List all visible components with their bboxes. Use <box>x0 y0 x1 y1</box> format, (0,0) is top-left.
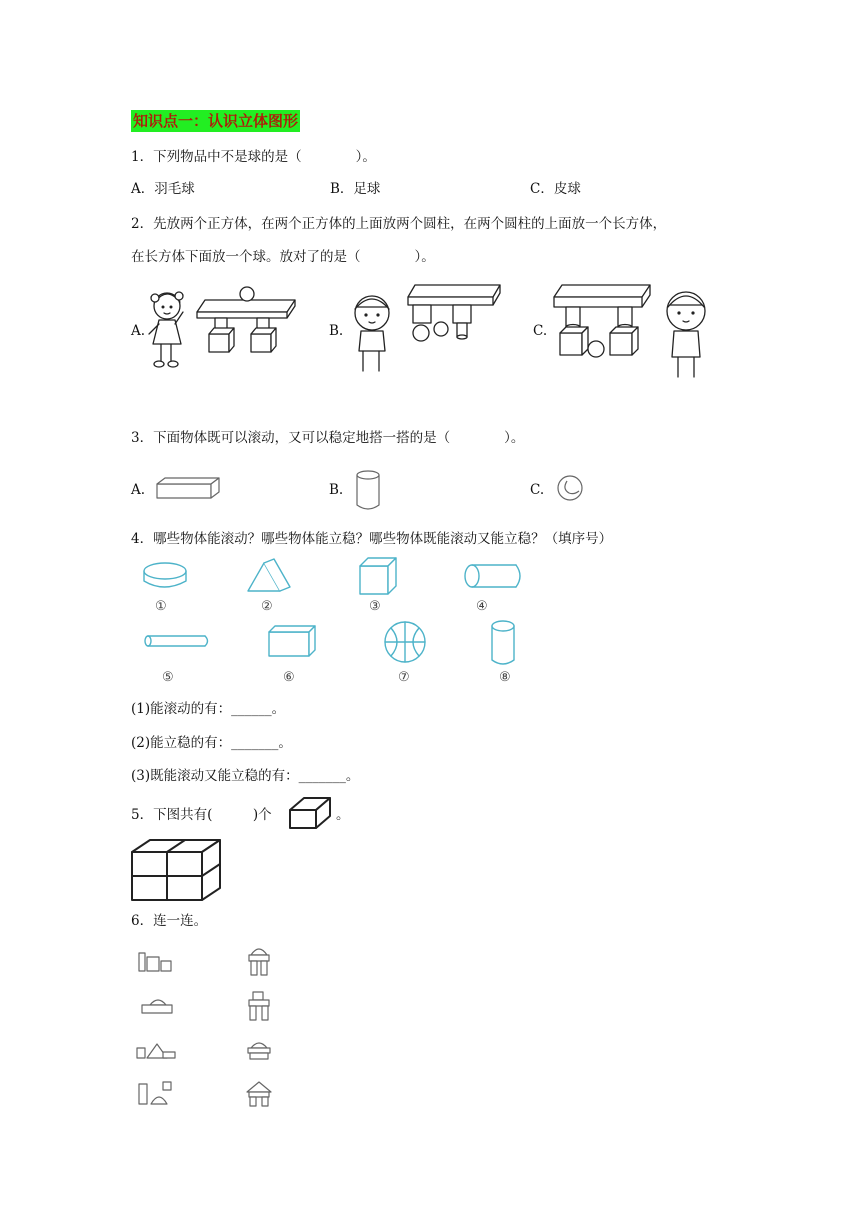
q4-stem: 4．哪些物体能滚动？哪些物体能立稳？哪些物体既能滚动又能立稳？（填序号） <box>131 531 613 547</box>
q6-left-figure-1 <box>137 951 175 973</box>
q3-option-a[interactable]: A. <box>131 482 146 498</box>
q6-right-figure-1 <box>245 943 275 979</box>
q4-number-4: ④ <box>476 599 488 614</box>
q6-right-figure-4 <box>245 1080 275 1108</box>
q4-shape-4-lying-cylinder <box>462 562 526 592</box>
q6-right-figure-3 <box>245 1038 275 1062</box>
q2-figure-a <box>145 282 305 377</box>
q3-cuboid-icon <box>155 476 225 500</box>
q5-stacked-cuboids <box>130 838 222 902</box>
q3-option-c[interactable]: C. <box>530 482 545 498</box>
q5-stem-right: 。 <box>336 807 350 823</box>
q3-cylinder-icon <box>355 469 385 513</box>
q4-sub2: (2)能立稳的有：_______。 <box>131 735 292 751</box>
q4-shape-7-ball <box>383 620 429 666</box>
q1-option-b[interactable]: B．足球 <box>330 181 381 197</box>
q4-shape-2-triangular-prism <box>246 557 296 597</box>
q3-option-b[interactable]: B. <box>329 482 344 498</box>
q4-shape-6-cuboid <box>267 624 319 660</box>
q2-figure-b <box>345 283 510 378</box>
q2-stem-line2: 在长方体下面放一个球。放对了的是（ ）。 <box>131 249 435 265</box>
q6-left-figure-2 <box>140 995 174 1015</box>
q4-number-6: ⑥ <box>283 670 295 685</box>
q6-stem: 6．连一连。 <box>131 913 208 929</box>
q4-number-7: ⑦ <box>398 670 410 685</box>
q1-option-c[interactable]: C．皮球 <box>530 181 581 197</box>
boy-figure <box>355 296 389 371</box>
section-heading: 知识点一：认识立体图形 <box>133 112 299 130</box>
q1-stem: 1．下列物品中不是球的是（ ）。 <box>131 149 376 165</box>
q4-shape-1-short-cylinder <box>142 559 192 597</box>
q4-number-1: ① <box>155 599 167 614</box>
q2-figure-c <box>552 283 722 381</box>
q4-number-3: ③ <box>369 599 381 614</box>
q6-left-figure-4 <box>137 1080 175 1106</box>
q2-stem-line1: 2．先放两个正方体，在两个正方体的上面放两个圆柱，在两个圆柱的上面放一个长方体， <box>131 216 667 232</box>
q4-number-5: ⑤ <box>162 670 174 685</box>
q4-number-2: ② <box>261 599 273 614</box>
q4-shape-3-cube <box>358 556 402 598</box>
q2-option-c[interactable]: C. <box>533 323 548 339</box>
girl-figure <box>149 292 183 367</box>
q4-shape-8-upright-cylinder <box>490 618 520 668</box>
q4-shape-5-rod <box>143 632 213 650</box>
q5-cuboid-icon <box>288 796 334 832</box>
q2-option-b[interactable]: B. <box>329 323 344 339</box>
q6-right-figure-2 <box>245 990 275 1022</box>
q4-number-8: ⑧ <box>499 670 511 685</box>
q4-sub1: (1)能滚动的有：______。 <box>131 701 286 717</box>
q5-stem-left: 5．下图共有( )个 <box>131 807 272 823</box>
boy-figure <box>667 292 705 377</box>
q6-left-figure-3 <box>135 1038 177 1060</box>
q3-stem: 3．下面物体既可以滚动，又可以稳定地搭一搭的是（ ）。 <box>131 430 525 446</box>
q3-sphere-icon <box>557 475 587 505</box>
q1-option-a[interactable]: A．羽毛球 <box>131 181 195 197</box>
q4-sub3: (3)既能滚动又能立稳的有：_______。 <box>131 768 360 784</box>
q2-option-a[interactable]: A. <box>131 323 146 339</box>
